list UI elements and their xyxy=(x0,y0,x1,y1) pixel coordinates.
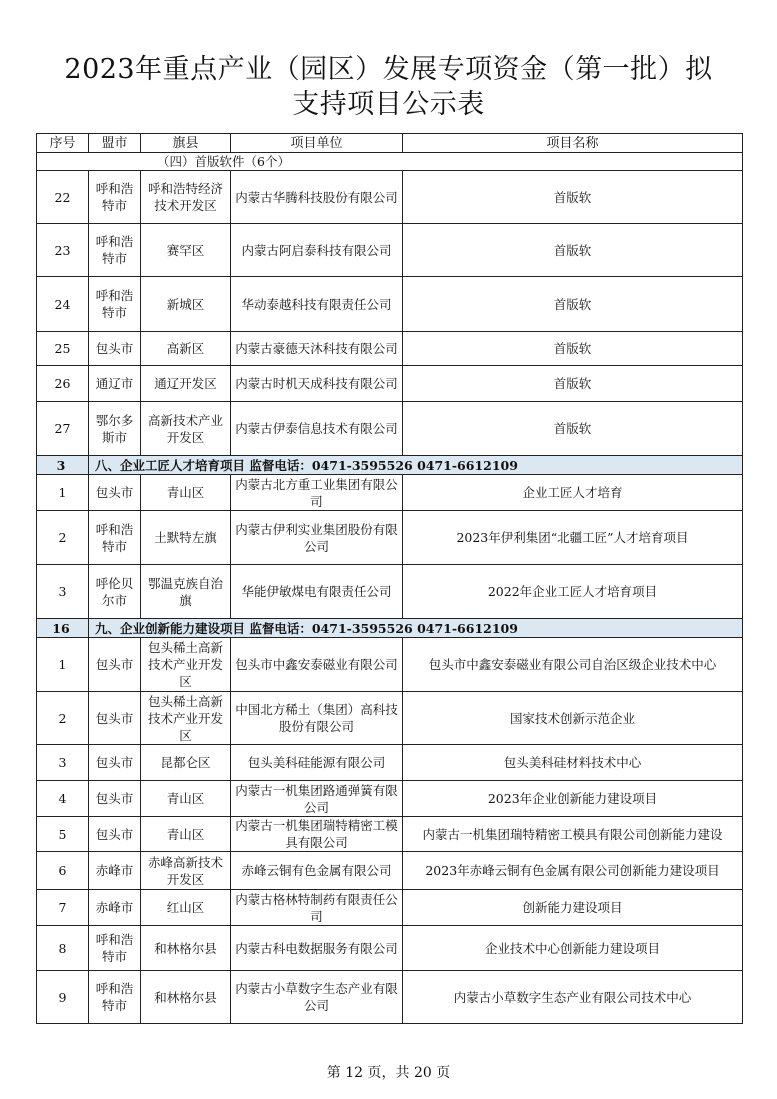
cell-no: 8 xyxy=(37,926,89,971)
table-row xyxy=(37,745,743,781)
cell-county: 土默特左旗 xyxy=(141,511,231,565)
cell-city: 赤峰市 xyxy=(89,890,141,926)
cell-unit: 内蒙古格林特制药有限责任公司 xyxy=(231,890,403,926)
cell-no: 1 xyxy=(37,638,89,692)
table-row xyxy=(37,475,743,511)
cell-name: 首版软 xyxy=(403,332,743,366)
cell-unit: 内蒙古北方重工业集团有限公司 xyxy=(231,475,403,511)
cell-no: 5 xyxy=(37,817,89,852)
cell-county: 青山区 xyxy=(141,475,231,511)
cell-city: 包头市 xyxy=(89,781,141,817)
cell-county: 昆都仑区 xyxy=(141,745,231,781)
cell-no: 3 xyxy=(37,565,89,619)
cell-county: 高新区 xyxy=(141,332,231,366)
cell-name: 首版软 xyxy=(403,366,743,402)
cell-name: 企业技术中心创新能力建设项目 xyxy=(403,926,743,971)
header-project-name: 项目名称 xyxy=(403,134,743,153)
table-row xyxy=(37,817,743,852)
cell-unit: 中国北方稀土（集团）高科技股份有限公司 xyxy=(231,692,403,745)
cell-unit: 内蒙古小草数字生态产业有限公司 xyxy=(231,971,403,1024)
cell-no: 6 xyxy=(37,852,89,890)
section-label: 八、企业工匠人才培育项目 监督电话：0471-3595526 0471-6612109 xyxy=(89,456,743,475)
cell-no: 22 xyxy=(37,171,89,224)
cell-name: 企业工匠人才培育 xyxy=(403,475,743,511)
cell-no: 9 xyxy=(37,971,89,1024)
cell-unit: 包头美科硅能源有限公司 xyxy=(231,745,403,781)
section-count: 16 xyxy=(37,619,89,638)
cell-county: 包头稀土高新技术产业开发区 xyxy=(141,692,231,745)
cell-unit: 包头市中鑫安泰磁业有限公司 xyxy=(231,638,403,692)
cell-name: 首版软 xyxy=(403,224,743,277)
cell-no: 24 xyxy=(37,277,89,332)
cell-name: 内蒙古一机集团瑞特精密工模具有限公司创新能力建设 xyxy=(403,817,743,852)
cell-city: 包头市 xyxy=(89,332,141,366)
page-title-line-2: 支持项目公示表 xyxy=(292,89,485,120)
cell-county: 鄂温克族自治旗 xyxy=(141,565,231,619)
cell-city: 包头市 xyxy=(89,745,141,781)
table-row xyxy=(37,692,743,745)
cell-name: 首版软 xyxy=(403,171,743,224)
cell-unit: 内蒙古阿启泰科技有限公司 xyxy=(231,224,403,277)
cell-unit: 内蒙古伊利实业集团股份有限公司 xyxy=(231,511,403,565)
section-label: 九、企业创新能力建设项目 监督电话：0471-3595526 0471-6612109 xyxy=(89,619,743,638)
cell-city: 呼伦贝尔市 xyxy=(89,565,141,619)
cell-city: 呼和浩特市 xyxy=(89,511,141,565)
cell-county: 和林格尔县 xyxy=(141,926,231,971)
cell-name: 2023年企业创新能力建设项目 xyxy=(403,781,743,817)
table-header-row xyxy=(37,134,743,153)
cell-name: 国家技术创新示范企业 xyxy=(403,692,743,745)
table-row xyxy=(37,277,743,332)
cell-city: 呼和浩特市 xyxy=(89,224,141,277)
table-row xyxy=(37,402,743,456)
cell-county: 红山区 xyxy=(141,890,231,926)
table-row xyxy=(37,332,743,366)
table-row xyxy=(37,638,743,692)
cell-city: 鄂尔多斯市 xyxy=(89,402,141,456)
cell-name: 创新能力建设项目 xyxy=(403,890,743,926)
table-row xyxy=(37,366,743,402)
cell-unit: 内蒙古豪德天沐科技有限公司 xyxy=(231,332,403,366)
cell-unit: 内蒙古一机集团瑞特精密工模具有限公司 xyxy=(231,817,403,852)
cell-name: 2023年伊利集团“北疆工匠”人才培育项目 xyxy=(403,511,743,565)
cell-no: 7 xyxy=(37,890,89,926)
header-city: 盟市 xyxy=(89,134,141,153)
cell-unit: 内蒙古时机天成科技有限公司 xyxy=(231,366,403,402)
header-unit: 项目单位 xyxy=(231,134,403,153)
cell-unit: 内蒙古华腾科技股份有限公司 xyxy=(231,171,403,224)
cell-unit: 内蒙古一机集团路通弹簧有限公司 xyxy=(231,781,403,817)
cell-county: 高新技术产业开发区 xyxy=(141,402,231,456)
table-row xyxy=(37,565,743,619)
cell-name: 2023年赤峰云铜有色金属有限公司创新能力建设项目 xyxy=(403,852,743,890)
table-row xyxy=(37,890,743,926)
cell-no: 2 xyxy=(37,511,89,565)
cell-county: 赛罕区 xyxy=(141,224,231,277)
cell-name: 首版软 xyxy=(403,402,743,456)
table-row xyxy=(37,971,743,1024)
cell-city: 呼和浩特市 xyxy=(89,971,141,1024)
project-table xyxy=(36,133,743,1024)
cell-county: 通辽开发区 xyxy=(141,366,231,402)
cell-county: 和林格尔县 xyxy=(141,971,231,1024)
table-row xyxy=(37,171,743,224)
cell-no: 25 xyxy=(37,332,89,366)
subsection-label: （四）首版软件（6个） xyxy=(37,153,743,171)
cell-city: 呼和浩特市 xyxy=(89,277,141,332)
subsection-row xyxy=(37,153,743,171)
cell-name: 内蒙古小草数字生态产业有限公司技术中心 xyxy=(403,971,743,1024)
cell-city: 包头市 xyxy=(89,692,141,745)
table-row xyxy=(37,511,743,565)
cell-name: 包头美科硅材料技术中心 xyxy=(403,745,743,781)
cell-no: 3 xyxy=(37,745,89,781)
cell-name: 首版软 xyxy=(403,277,743,332)
page-title-line-1: 2023年重点产业（园区）发展专项资金（第一批）拟 xyxy=(64,54,713,85)
cell-unit: 内蒙古伊泰信息技术有限公司 xyxy=(231,402,403,456)
cell-no: 2 xyxy=(37,692,89,745)
section-row xyxy=(37,456,743,475)
cell-city: 呼和浩特市 xyxy=(89,926,141,971)
cell-county: 青山区 xyxy=(141,817,231,852)
cell-county: 青山区 xyxy=(141,781,231,817)
table-row xyxy=(37,781,743,817)
cell-city: 赤峰市 xyxy=(89,852,141,890)
cell-no: 23 xyxy=(37,224,89,277)
cell-county: 新城区 xyxy=(141,277,231,332)
cell-city: 呼和浩特市 xyxy=(89,171,141,224)
cell-county: 赤峰高新技术开发区 xyxy=(141,852,231,890)
header-no: 序号 xyxy=(37,134,89,153)
table-row xyxy=(37,852,743,890)
cell-name: 2022年企业工匠人才培育项目 xyxy=(403,565,743,619)
cell-county: 包头稀土高新技术产业开发区 xyxy=(141,638,231,692)
table-row xyxy=(37,224,743,277)
section-count: 3 xyxy=(37,456,89,475)
cell-city: 包头市 xyxy=(89,817,141,852)
table-row xyxy=(37,926,743,971)
cell-unit: 华能伊敏煤电有限责任公司 xyxy=(231,565,403,619)
cell-unit: 赤峰云铜有色金属有限公司 xyxy=(231,852,403,890)
cell-unit: 华动泰越科技有限责任公司 xyxy=(231,277,403,332)
cell-no: 1 xyxy=(37,475,89,511)
cell-city: 通辽市 xyxy=(89,366,141,402)
cell-no: 4 xyxy=(37,781,89,817)
cell-unit: 内蒙古科电数据服务有限公司 xyxy=(231,926,403,971)
page-footer: 第 12 页，共 20 页 xyxy=(326,1065,451,1081)
cell-city: 包头市 xyxy=(89,475,141,511)
header-county: 旗县 xyxy=(141,134,231,153)
cell-no: 27 xyxy=(37,402,89,456)
section-row xyxy=(37,619,743,638)
cell-county: 呼和浩特经济技术开发区 xyxy=(141,171,231,224)
cell-city: 包头市 xyxy=(89,638,141,692)
cell-name: 包头市中鑫安泰磁业有限公司自治区级企业技术中心 xyxy=(403,638,743,692)
cell-no: 26 xyxy=(37,366,89,402)
